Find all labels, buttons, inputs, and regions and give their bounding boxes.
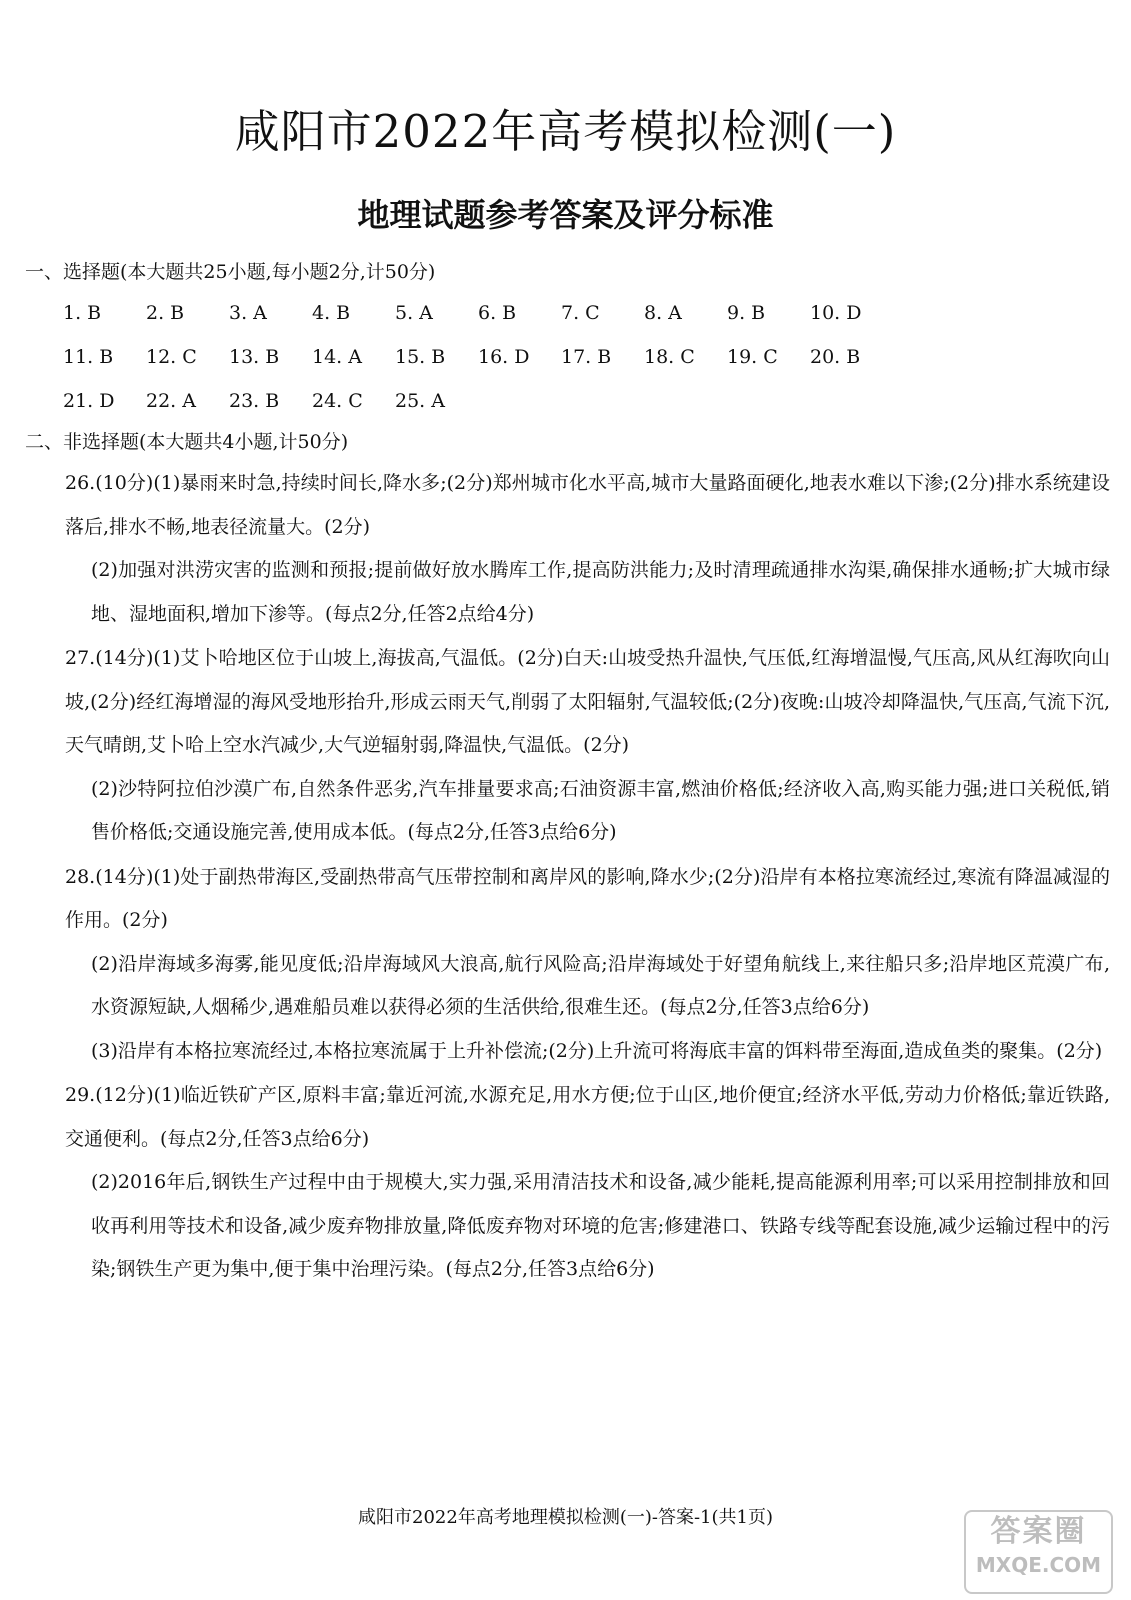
choice-answer-grid	[63, 291, 1110, 423]
answer-item: 5. A	[395, 302, 433, 324]
answer-item: 22. A	[146, 390, 196, 412]
answer-item: 11. B	[63, 346, 114, 368]
q27-part1: 27.(14分)(1)艾卜哈地区位于山坡上,海拔高,气温低。(2分)白天:山坡受热升温快,气压低,红海增温慢,气压高,风从红海吹向山坡,(2分)经红海增湿的海风受地形抬升,形成云雨天气,削弱了太阳辐射,气温较低;(2分)夜晚:山坡冷却降温快,气压高,气流下沉,天气晴朗,艾卜哈上空水汽减少,大气逆辐射弱,降温快,气温低。(2分)	[65, 647, 1110, 756]
watermark-logo-text: 答案圈	[990, 1514, 1087, 1549]
q28-part3: (3)沿岸有本格拉寒流经过,本格拉寒流属于上升补偿流;(2分)上升流可将海底丰富的饵料带至海面,造成鱼类的聚集。(2分)	[91, 1039, 1103, 1062]
answer-item: 10. D	[810, 302, 862, 324]
answer-item: 18. C	[644, 346, 695, 368]
q26-part2: (2)加强对洪涝灾害的监测和预报;提前做好放水腾库工作,提高防洪能力;及时清理疏通排水沟渠,确保排水通畅;扩大城市绿地、湿地面积,增加下渗等。(每点2分,任答2点给4分)	[91, 559, 1110, 625]
answer-item: 2. B	[146, 302, 185, 324]
answer-item: 15. B	[395, 346, 446, 368]
question-29	[65, 1074, 1110, 1292]
watermark-logo	[964, 1510, 1113, 1594]
answer-item: 25. A	[395, 390, 445, 412]
question-28	[65, 856, 1110, 1074]
answer-item: 3. A	[229, 302, 267, 324]
answer-item: 12. C	[146, 346, 197, 368]
answer-item: 24. C	[312, 390, 363, 412]
page-title: 咸阳市2022年高考模拟检测(一)	[234, 105, 897, 158]
answer-row	[63, 335, 1110, 379]
page-footer: 咸阳市2022年高考地理模拟检测(一)-答案-1(共1页)	[358, 1507, 773, 1528]
answer-item: 16. D	[478, 346, 530, 368]
answer-item: 23. B	[229, 390, 280, 412]
answer-item: 4. B	[312, 302, 351, 324]
q29-part1: 29.(12分)(1)临近铁矿产区,原料丰富;靠近河流,水源充足,用水方便;位于山区,地价便宜;经济水平低,劳动力价格低;靠近铁路,交通便利。(每点2分,任答3点给6分)	[65, 1084, 1110, 1150]
q29-part2: (2)2016年后,钢铁生产过程中由于规模大,实力强,采用清洁技术和设备,减少能耗,提高能源利用率;可以采用控制排放和回收再利用等技术和设备,减少废弃物排放量,降低废弃物对环境的危害;修建港口、铁路专线等配套设施,减少运输过程中的污染;钢铁生产更为集中,便于集中治理污染。(每点2分,任答3点给6分)	[91, 1171, 1110, 1280]
question-27	[65, 637, 1110, 855]
q27-part2: (2)沙特阿拉伯沙漠广布,自然条件恶劣,汽车排量要求高;石油资源丰富,燃油价格低;经济收入高,购买能力强;进口关税低,销售价格低;交通设施完善,使用成本低。(每点2分,任答3点给6分)	[91, 777, 1110, 843]
answer-content	[25, 253, 1110, 1292]
answer-item: 13. B	[229, 346, 280, 368]
q28-part2: (2)沿岸海域多海雾,能见度低;沿岸海域风大浪高,航行风险高;沿岸海域处于好望角航线上,来往船只多;沿岸地区荒漠广布,水资源短缺,人烟稀少,遇难船员难以获得必须的生活供给,很难生还。(每点2分,任答3点给6分)	[91, 952, 1110, 1018]
answer-item: 6. B	[478, 302, 517, 324]
answer-row	[63, 379, 1110, 423]
answer-item: 19. C	[727, 346, 778, 368]
page-subtitle: 地理试题参考答案及评分标准	[357, 196, 774, 234]
answer-item: 1. B	[63, 302, 102, 324]
question-26	[65, 462, 1110, 636]
q28-part1: 28.(14分)(1)处于副热带海区,受副热带高气压带控制和离岸风的影响,降水少;(2分)沿岸有本格拉寒流经过,寒流有降温减湿的作用。(2分)	[65, 865, 1110, 931]
q26-part1: 26.(10分)(1)暴雨来时急,持续时间长,降水多;(2分)郑州城市化水平高,城市大量路面硬化,地表水难以下渗;(2分)排水系统建设落后,排水不畅,地表径流量大。(2分)	[65, 472, 1110, 538]
answer-item: 17. B	[561, 346, 612, 368]
answer-item: 9. B	[727, 302, 766, 324]
watermark-url: MXQE.COM	[975, 1553, 1102, 1577]
answer-item: 7. C	[561, 302, 600, 324]
answer-item: 8. A	[644, 302, 682, 324]
section-heading-nonchoice: 二、非选择题(本大题共4小题,计50分)	[25, 431, 349, 453]
answer-item: 20. B	[810, 346, 861, 368]
answer-row	[63, 291, 1110, 335]
answer-item: 21. D	[63, 390, 115, 412]
answer-item: 14. A	[312, 346, 362, 368]
section-heading-choice: 一、选择题(本大题共25小题,每小题2分,计50分)	[25, 261, 436, 283]
